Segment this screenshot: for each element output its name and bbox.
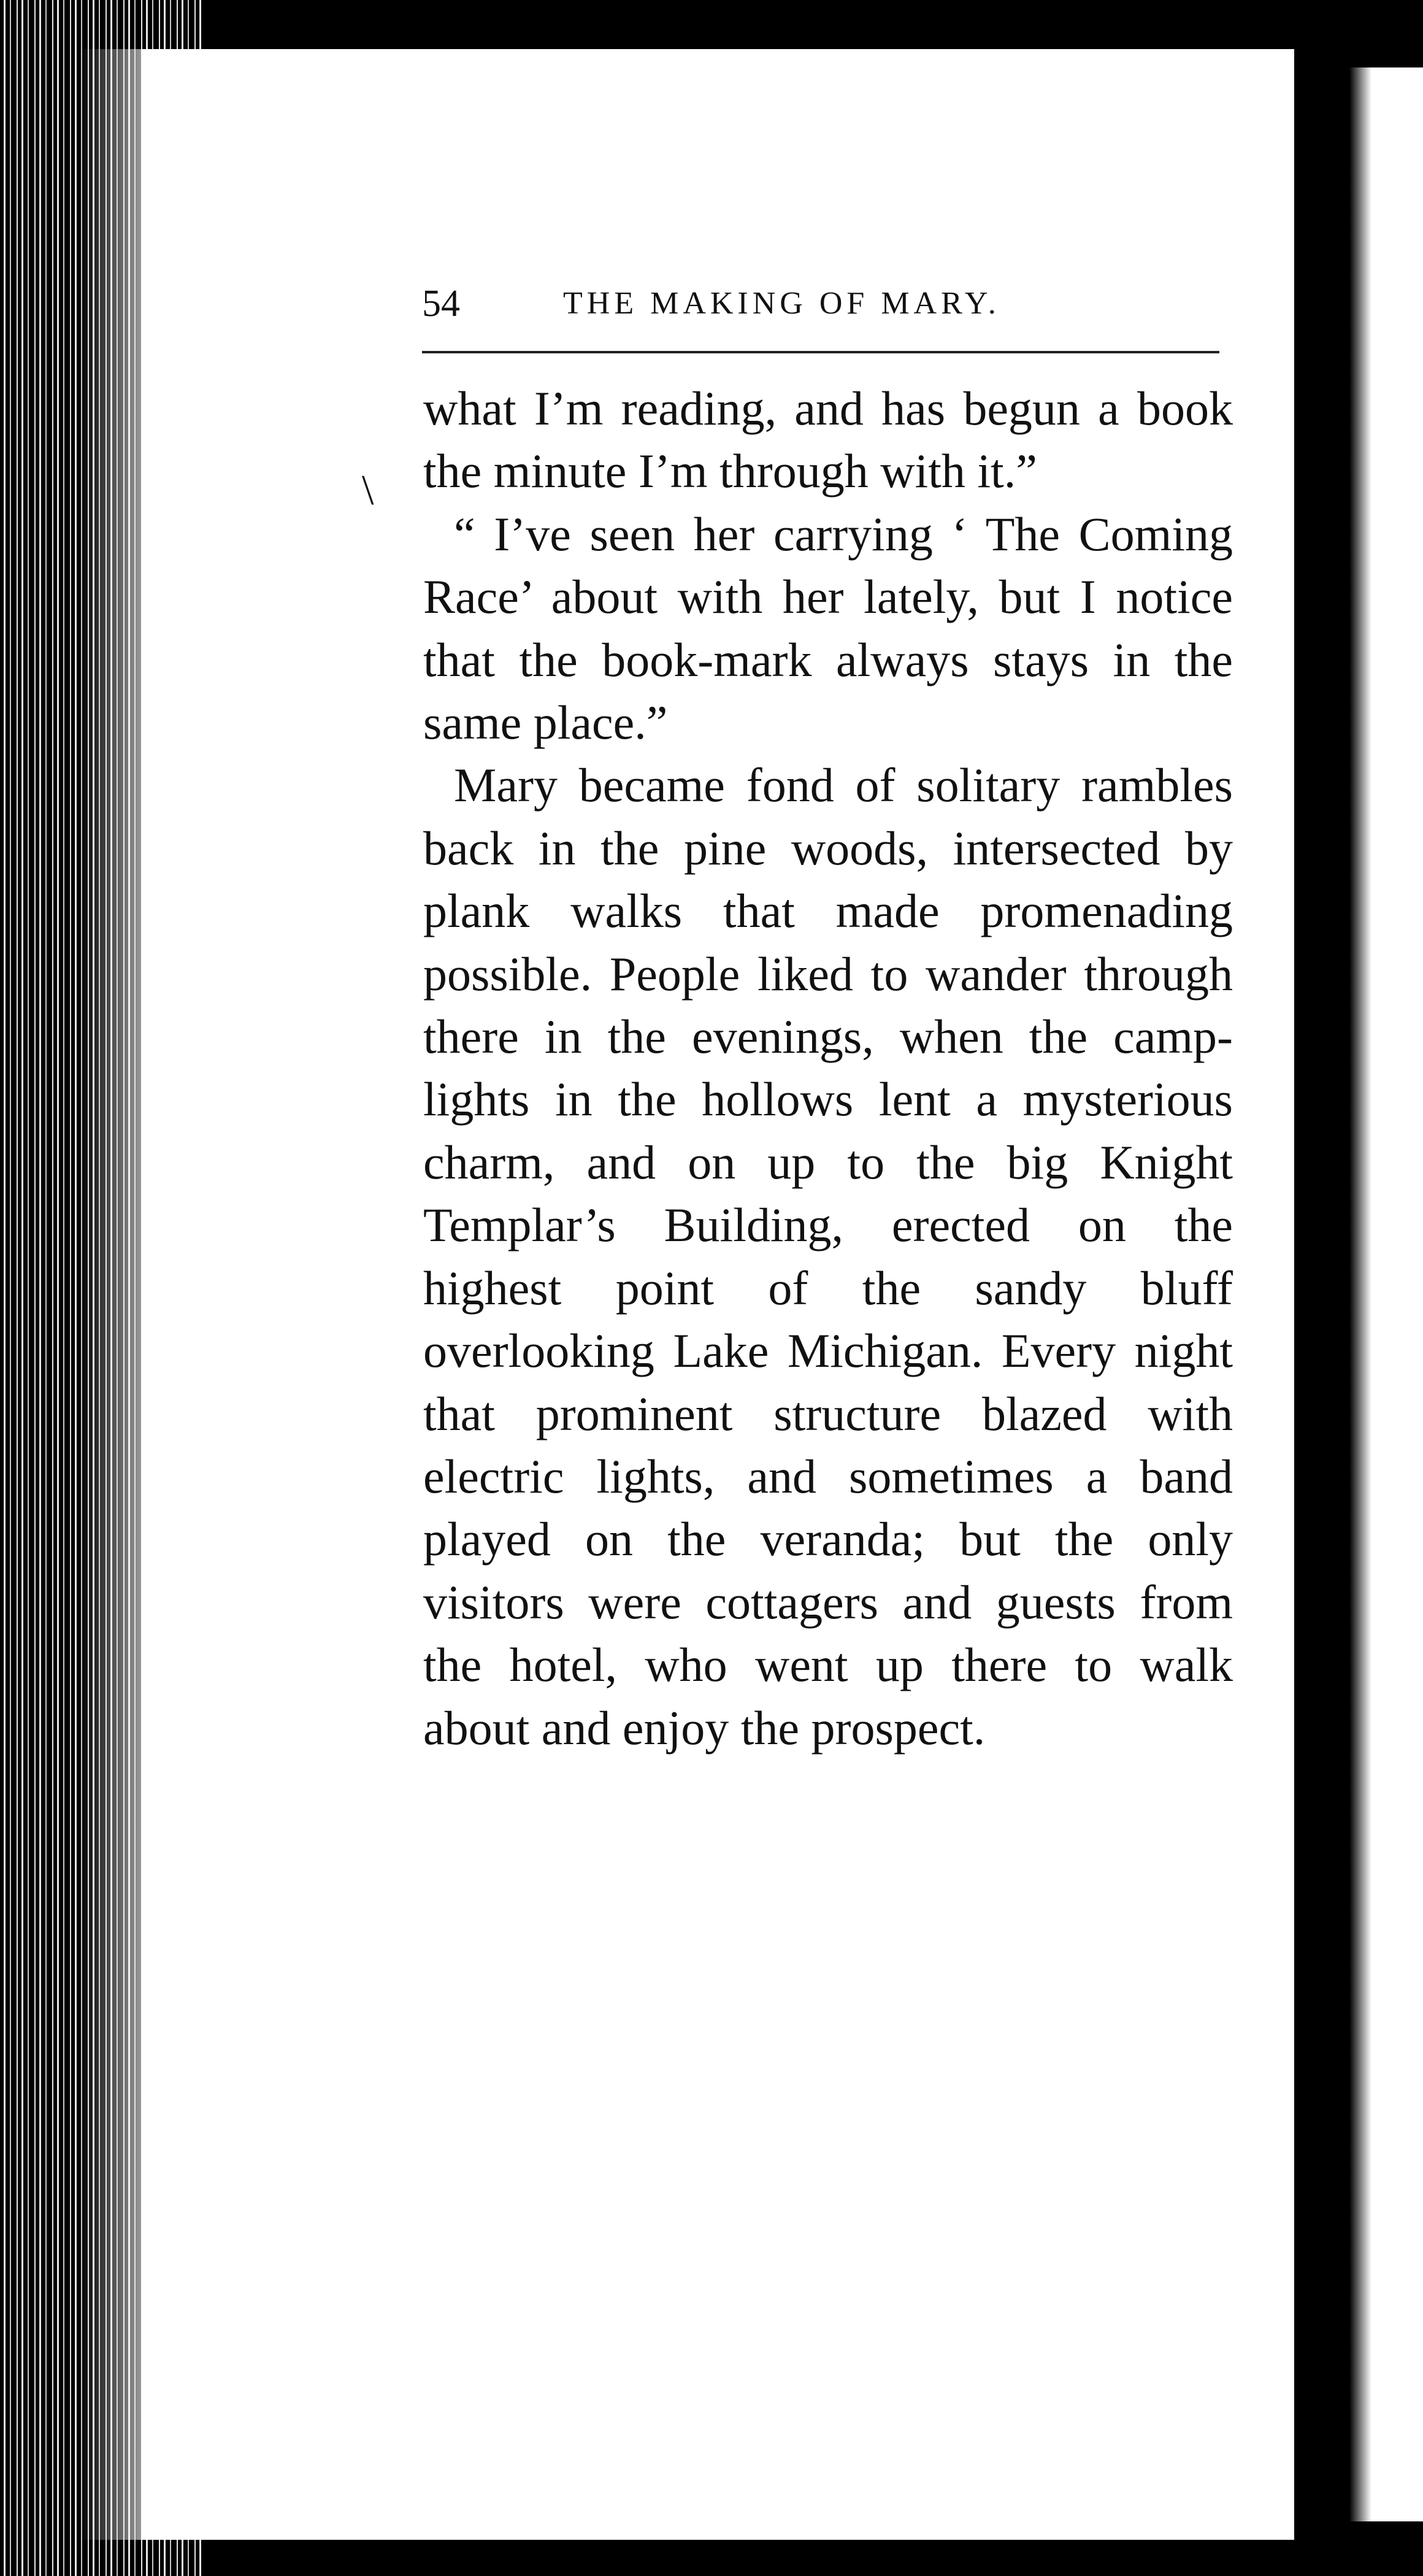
page-header	[422, 276, 1219, 331]
paragraph-1: what I’m reading, and has begun a book the minute I’m through with it.”	[423, 382, 1233, 498]
header-rule	[422, 351, 1219, 353]
gutter-shading	[80, 49, 239, 2540]
page-number: 54	[422, 283, 460, 325]
paragraph-3: Mary became fond of solitary rambles back in the pine woods, intersected by plank walks that made promenading possible. People liked to wander through there in the evenings, when the camp-lights in the hollows lent a mysterious charm, and on up to the big Knight Templar’s Building, erected on the highest point of the sandy bluff overlooking Lake Michigan. Every night that prominent structure blazed with electric lights, and sometimes a band played on the veranda; but the only visitors were cottagers and guests from the hotel, who went up there to walk about and enjoy the prospect.	[423, 758, 1233, 1755]
page-right-edge	[1349, 67, 1423, 2521]
running-title: THE MAKING OF MARY.	[563, 286, 1000, 321]
body-text	[423, 377, 1233, 1759]
margin-pencil-mark: \	[362, 467, 374, 514]
paragraph-2: “ I’ve seen her carrying ‘ The Coming Race’ about with her lately, but I notice that the book-mark always stays in the same place.”	[423, 507, 1233, 750]
